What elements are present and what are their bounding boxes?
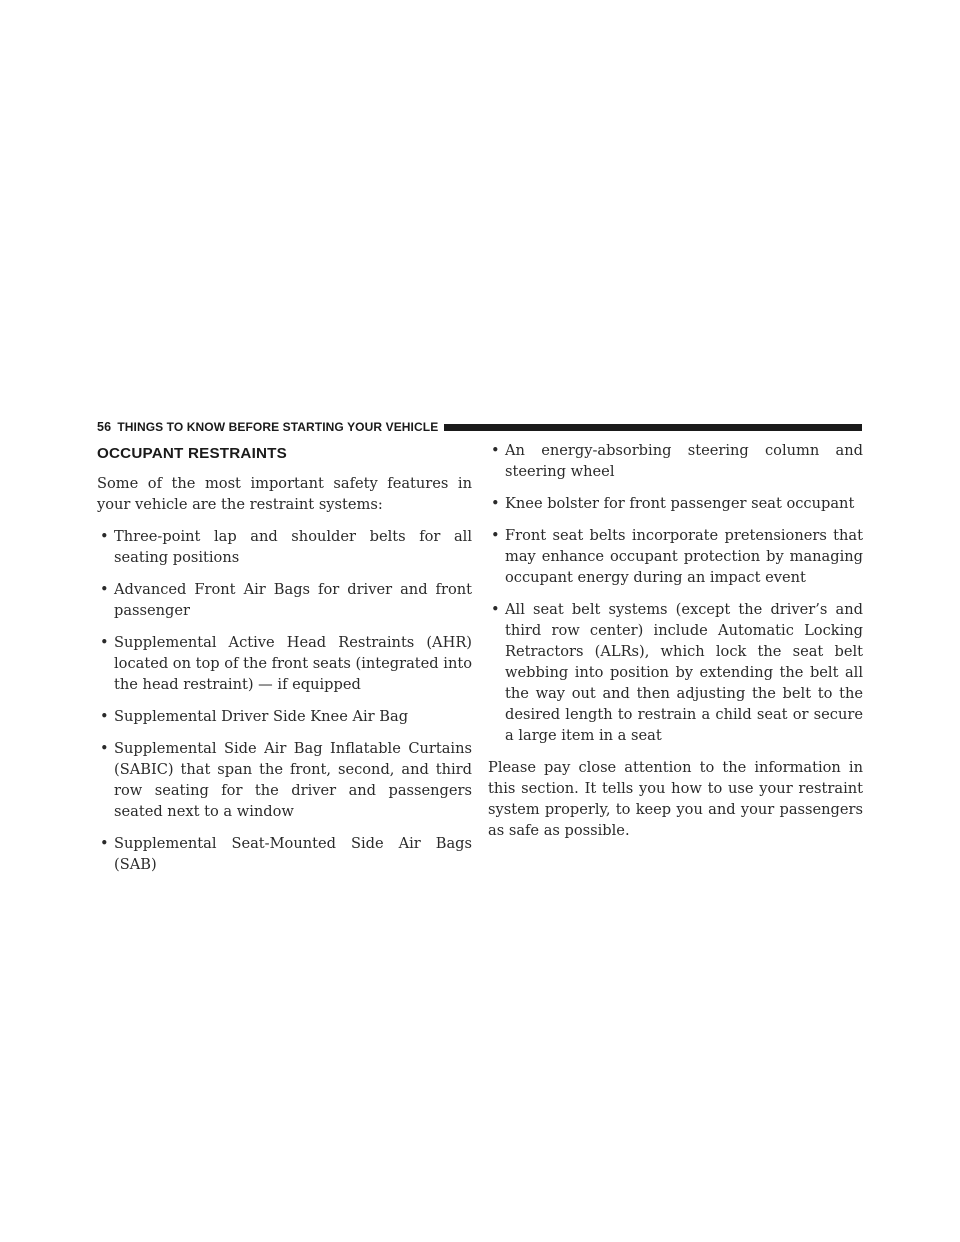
bullet-icon: • <box>491 495 500 512</box>
list-item <box>97 738 472 822</box>
list-item <box>488 493 863 514</box>
list-item-text: Supplemental Seat-Mounted Side Air Bags (SAB) <box>114 835 472 873</box>
right-column <box>488 440 863 852</box>
left-bullet-list <box>97 526 472 875</box>
list-item <box>97 706 472 727</box>
list-item <box>488 599 863 746</box>
bullet-icon: • <box>100 708 109 725</box>
list-item <box>488 525 863 588</box>
right-bullet-list <box>488 440 863 746</box>
bullet-icon: • <box>100 740 109 757</box>
page-header <box>97 418 862 436</box>
page-number: 56 <box>97 420 112 434</box>
bullet-icon: • <box>491 601 500 618</box>
left-column <box>97 440 472 886</box>
bullet-icon: • <box>100 835 109 852</box>
list-item-text: Supplemental Active Head Restraints (AHR) located on top of the front seats (integrated into the head restraint) — if equipped <box>114 634 472 693</box>
bullet-icon: • <box>491 527 500 544</box>
list-item <box>97 526 472 568</box>
list-item <box>97 579 472 621</box>
bullet-icon: • <box>100 634 109 651</box>
list-item-text: Supplemental Driver Side Knee Air Bag <box>114 708 409 725</box>
list-item <box>97 632 472 695</box>
section-heading: OCCUPANT RESTRAINTS <box>97 445 287 462</box>
bullet-icon: • <box>100 528 109 545</box>
intro-paragraph: Some of the most important safety features in your vehicle are the restraint systems: <box>97 475 472 513</box>
section-title: THINGS TO KNOW BEFORE STARTING YOUR VEHICLE <box>117 420 439 434</box>
list-item-text: Supplemental Side Air Bag Inflatable Curtains (SABIC) that span the front, second, and third row seating for the driver and passengers seated next to a window <box>114 740 472 820</box>
list-item <box>97 833 472 875</box>
bullet-icon: • <box>100 581 109 598</box>
list-item-text: Three-point lap and shoulder belts for all seating positions <box>114 528 472 566</box>
list-item-text: All seat belt systems (except the driver’s and third row center) include Automatic Locking Retractors (ALRs), which lock the seat belt webbing into position by extending the belt all the way out and then adjusting the belt to the desired length to restrain a child seat or secure a large item in a seat <box>505 601 863 744</box>
header-rule <box>444 424 862 431</box>
list-item-text: Knee bolster for front passenger seat occupant <box>505 495 855 512</box>
list-item-text: Front seat belts incorporate pretensioners that may enhance occupant protection by managing occupant energy during an impact event <box>505 527 863 586</box>
bullet-icon: • <box>491 442 500 459</box>
closing-paragraph: Please pay close attention to the information in this section. It tells you how to use your restraint system properly, to keep you and your passengers as safe as possible. <box>488 759 863 839</box>
list-item-text: Advanced Front Air Bags for driver and front passenger <box>114 581 472 619</box>
list-item <box>488 440 863 482</box>
list-item-text: An energy-absorbing steering column and steering wheel <box>505 442 863 480</box>
